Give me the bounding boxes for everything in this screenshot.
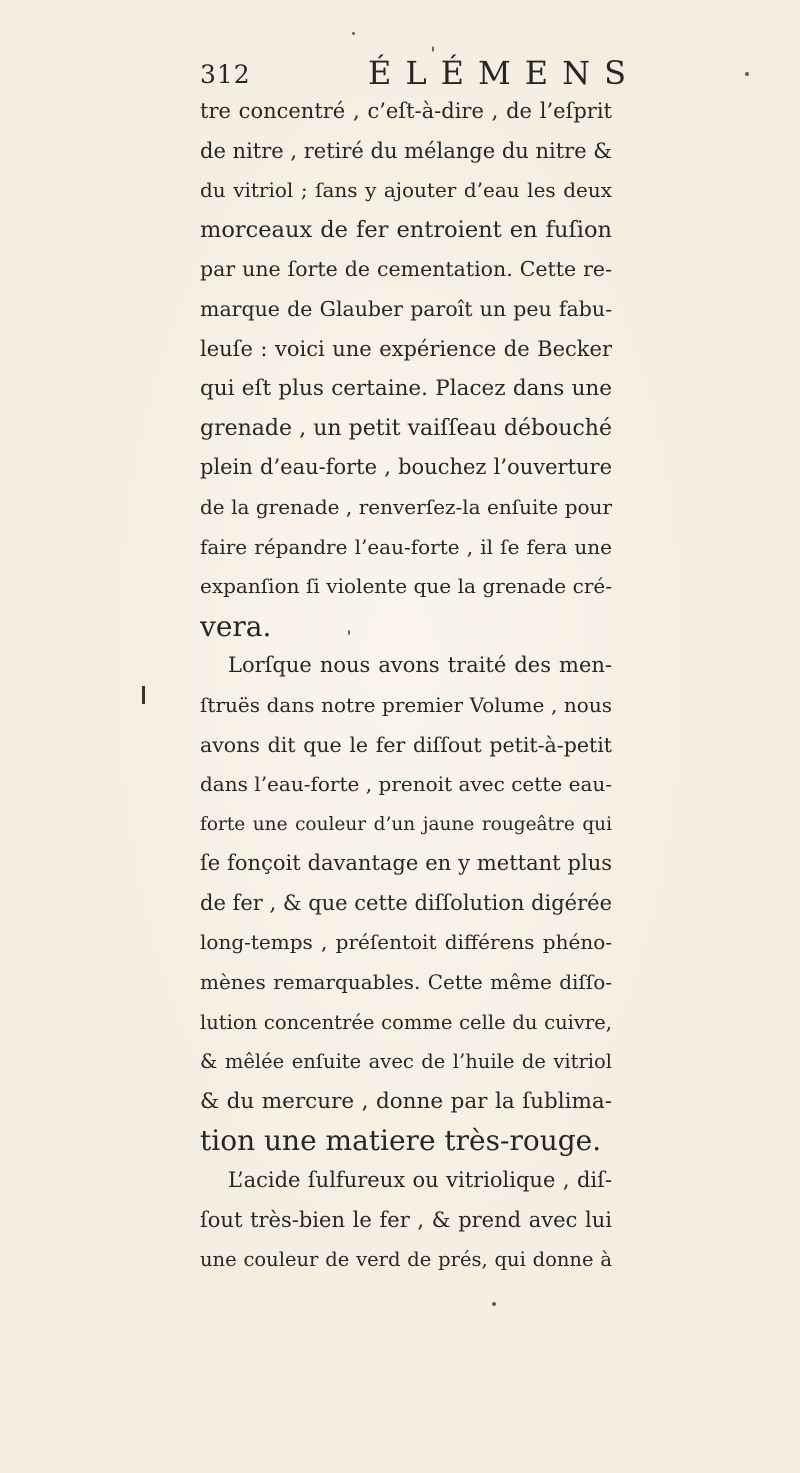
text-line: ſtruës dans notre premier Volume , nous (200, 692, 612, 717)
text-line: vera. (200, 609, 272, 643)
text-line: ſe fonçoit davantage en y mettant plus (200, 851, 612, 876)
paper-speck (492, 1302, 496, 1306)
running-title: ÉLÉMENS (368, 54, 641, 92)
text-line: mènes remarquables. Cette même diſſo- (200, 970, 612, 995)
text-line: une couleur de verd de prés, qui donne à (200, 1248, 612, 1272)
text-line: du vitriol ; ſans y ajouter d’eau les deux (200, 178, 612, 203)
paper-speck (432, 46, 434, 52)
text-line: par une ſorte de cementation. Cette re- (200, 257, 612, 282)
page-number: 312 (200, 60, 251, 89)
text-line: de fer , & que cette diſſolution digérée (200, 890, 612, 915)
text-line: plein d’eau-forte , bouchez l’ouverture (200, 455, 612, 480)
text-line: dans l’eau-forte , prenoit avec cette eau- (200, 772, 612, 797)
text-line: de la grenade , renverſez-la enſuite pour (200, 494, 612, 519)
text-line: marque de Glauber paroît un peu fabu- (200, 296, 612, 321)
text-line: leuſe : voici une expérience de Becker (200, 336, 612, 361)
text-line: Lorſque nous avons traité des men- (228, 653, 612, 678)
text-line: faire répandre l’eau-forte , il ſe fera une (200, 534, 612, 559)
paper-speck (348, 630, 350, 635)
text-line: & du mercure , donne par la ſublima- (200, 1088, 612, 1114)
text-line: forte une couleur d’un jaune rougeâtre qui (200, 813, 612, 835)
text-line: morceaux de fer entroient en fuſion (200, 216, 612, 243)
text-line: ſout très-bien le fer , & prend avec lui (200, 1207, 612, 1232)
body-text (200, 92, 612, 1280)
text-line: & mêlée enſuite avec de l’huile de vitriol (200, 1050, 612, 1074)
text-line: qui eſt plus certaine. Placez dans une (200, 376, 612, 402)
paper-speck (352, 32, 355, 35)
text-line: tre concentré , c’eſt-à-dire , de l’eſprit (200, 99, 612, 123)
text-line: tion une matiere très-rouge. (200, 1124, 602, 1158)
text-line: expanſion ſi violente que la grenade cré- (200, 574, 612, 599)
paper-speck (745, 72, 749, 76)
margin-mark (142, 686, 145, 704)
text-line: lution concentrée comme celle du cuivre, (200, 1010, 612, 1034)
text-line: grenade , un petit vaiſſeau débouché (200, 415, 612, 441)
text-line: de nitre , retiré du mélange du nitre & (200, 138, 612, 163)
text-line: avons dit que le fer diſſout petit-à-petit (200, 732, 612, 757)
text-line: L’acide ſulfureux ou vitriolique , diſ- (228, 1168, 612, 1193)
text-line: long-temps , préſentoit différens phéno- (200, 930, 612, 955)
